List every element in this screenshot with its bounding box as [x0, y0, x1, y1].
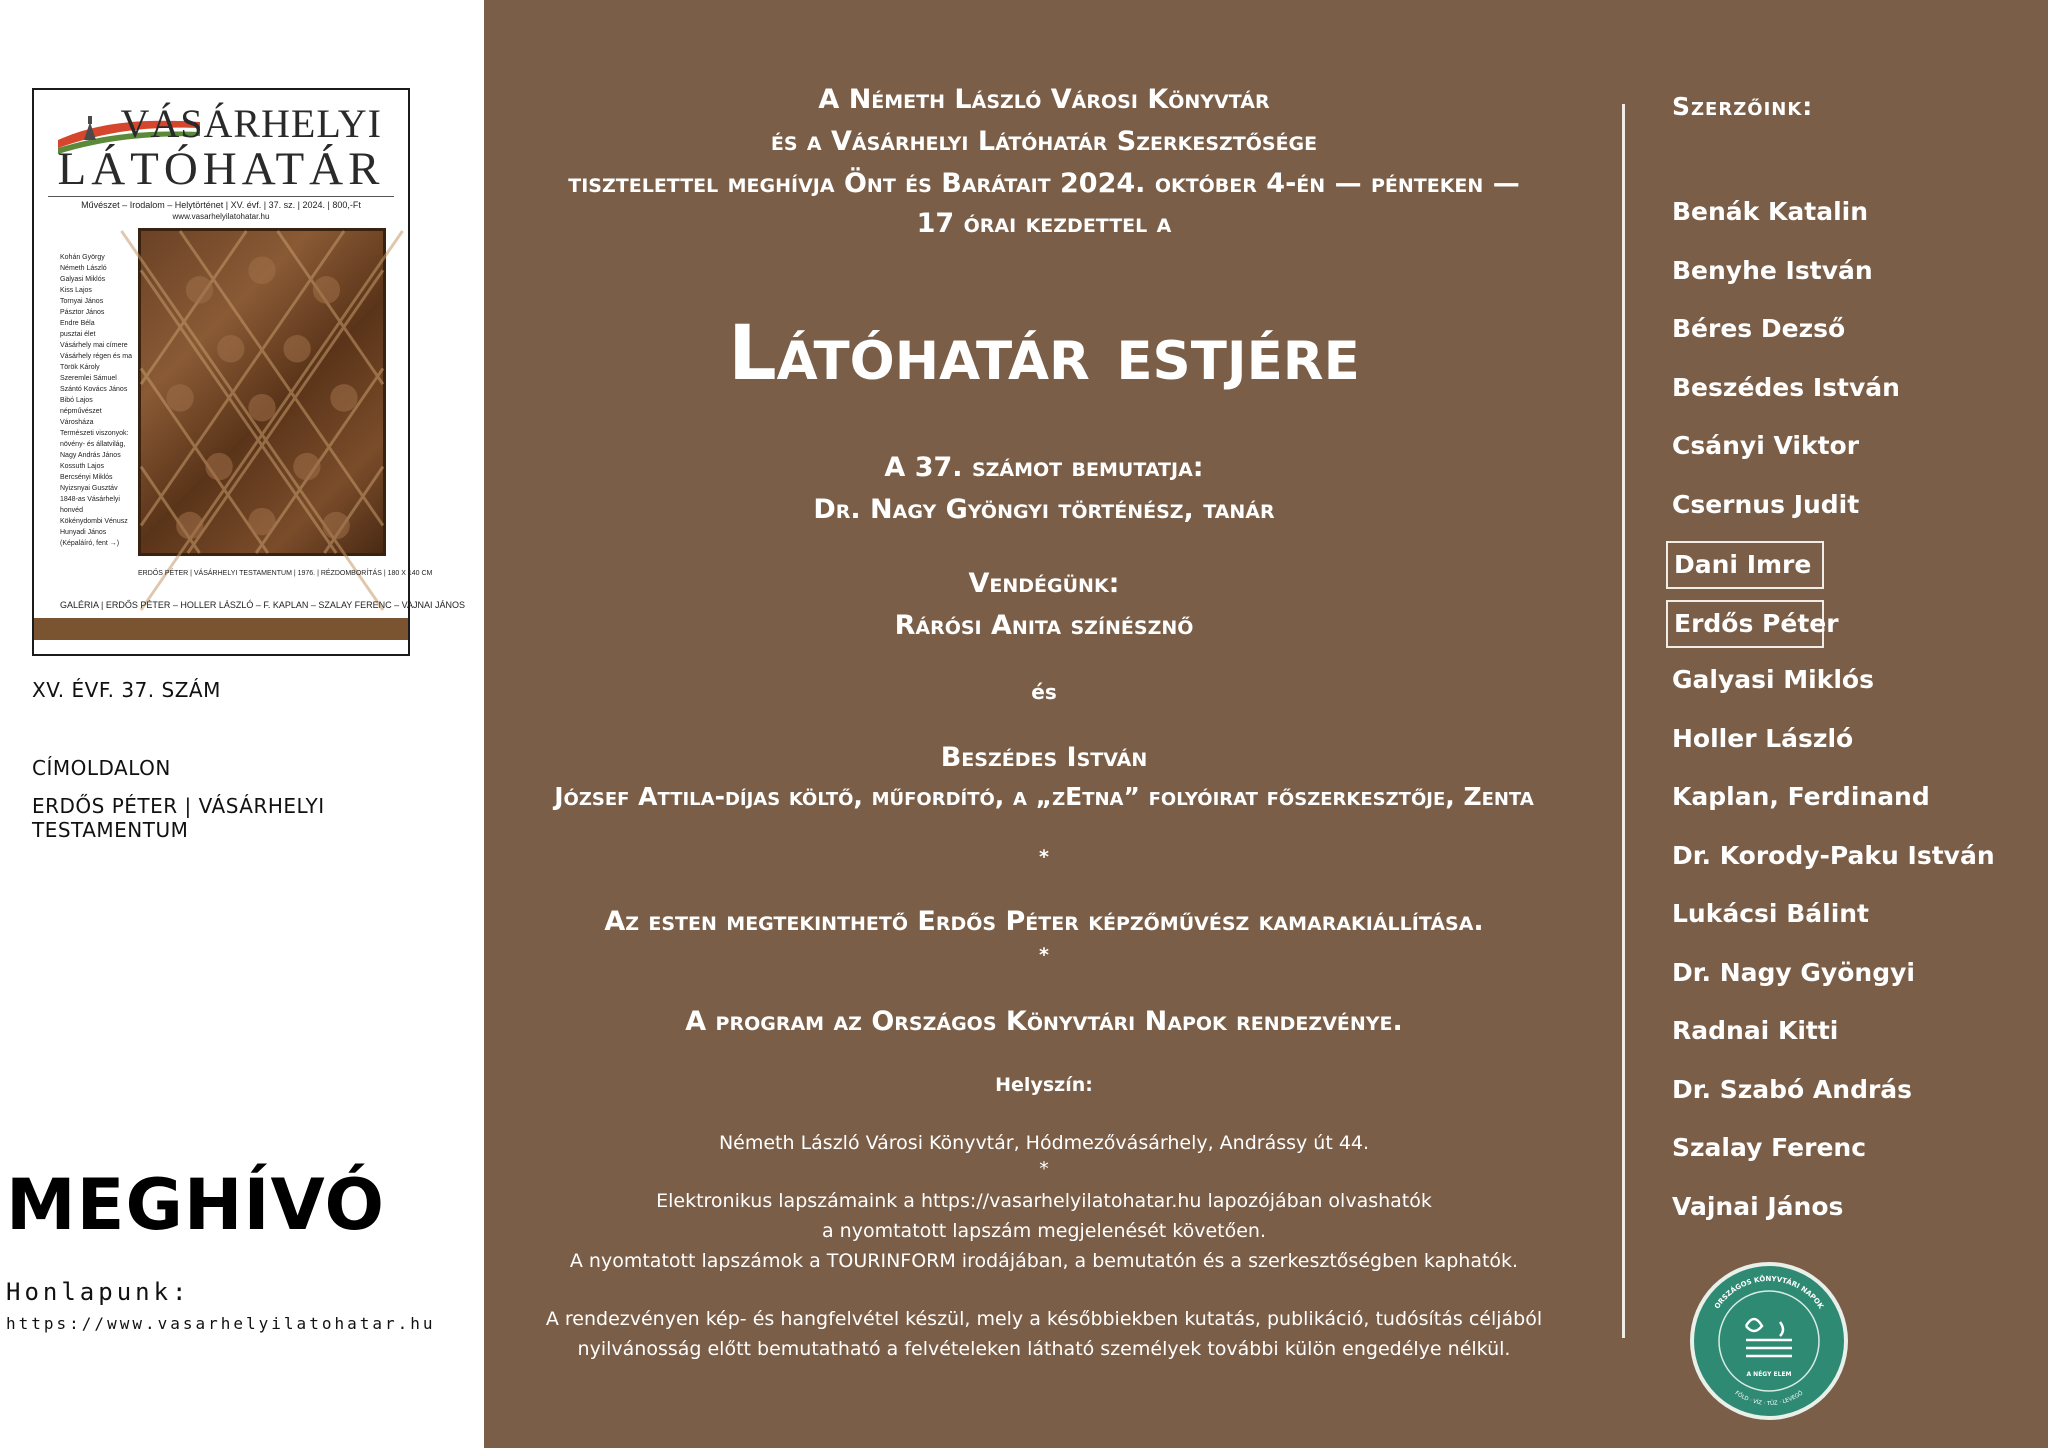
- toc-entry: Hunyadi János: [60, 529, 107, 536]
- cover-footer-bar: [34, 618, 408, 640]
- cover-galeria: GALÉRIA | ERDŐS PÉTER – HOLLER LÁSZLÓ – F. KAPLAN – SZALAY FERENC – VAJNAI JÁNOS: [60, 600, 465, 610]
- toc-entry: Endre Béla: [60, 320, 95, 327]
- cover-info-line: Művészet – Irodalom – Helytörténet | XV. évf. | 37. sz. | 2024. | 800,-Ft: [81, 200, 361, 210]
- and-text: és: [1031, 680, 1057, 704]
- toc-entry: Városháza: [60, 419, 94, 426]
- author-name: Béres Dezső: [1672, 314, 1846, 343]
- author-name: Beszédes István: [1672, 372, 1900, 402]
- author-name: Benák Katalin: [1672, 197, 1869, 226]
- author-name: Szalay Ferenc: [1672, 1133, 1867, 1162]
- cover-caption: ERDŐS PÉTER | VÁSÁRHELYI TESTAMENTUM | 1976. | RÉZDOMBORÍTÁS | 180 X 140 CM: [138, 570, 433, 577]
- badge-theme: A NÉGY ELEM: [1746, 1371, 1792, 1378]
- author-name: Dr. Nagy Gyöngyi: [1672, 957, 1915, 987]
- intro-line-3: tisztelettel meghívja Önt és Barátait 2024. október 4-én — pénteken —: [568, 168, 1520, 199]
- toc-entry: Bibó Lajos: [60, 397, 93, 404]
- author-name: Benyhe István: [1672, 255, 1873, 285]
- presenter-name: Dr. Nagy Gyöngyi történész, tanár: [813, 494, 1275, 525]
- masthead-line-2: LÁTÓHATÁR: [57, 143, 385, 195]
- intro-line-2: és a Vásárhelyi Látóhatár Szerkesztősége: [770, 126, 1318, 157]
- homepage-link[interactable]: https://www.vasarhelyilatohatar.hu: [6, 1314, 436, 1333]
- toc-entry: (Képaláíró, fent →): [60, 540, 120, 547]
- presenter-label: A 37. számot bemutatja:: [884, 452, 1204, 483]
- toc-entry: Természeti viszonyok:: [60, 430, 129, 437]
- online-note-1: Elektronikus lapszámaink a https://vasarhelyilatohatar.hu lapozójában olvashatók: [656, 1190, 1432, 1212]
- library-days-badge: [1688, 1260, 1850, 1422]
- separator-star-3: *: [1039, 1158, 1049, 1180]
- toc-entry: Kiss Lajos: [60, 287, 92, 294]
- author-name: Dani Imre: [1666, 541, 1824, 589]
- separator-star-2: *: [1039, 944, 1049, 966]
- toc-entry: Kökénydombi Vénusz: [60, 518, 128, 525]
- cover-label: CÍMOLDALON: [32, 756, 171, 780]
- issue-number: XV. ÉVF. 37. SZÁM: [32, 678, 221, 702]
- toc-entry: Tornyai János: [60, 298, 104, 305]
- author-name: Erdős Péter: [1666, 600, 1824, 648]
- author-name: Vajnai János: [1672, 1191, 1844, 1221]
- program-note: A program az Országos Könyvtári Napok rendezvénye.: [685, 1006, 1403, 1037]
- exhibition-note: Az esten megtekinthető Erdős Péter képzőművész kamarakiállítása.: [604, 906, 1484, 937]
- toc-entry: Vásárhely mai címere: [60, 342, 128, 349]
- toc-entry: Galyasi Miklós: [60, 276, 106, 283]
- masthead-rule: [48, 196, 394, 197]
- venue-address: Németh László Városi Könyvtár, Hódmezővásárhely, Andrássy út 44.: [718, 1132, 1370, 1154]
- author-name: Kaplan, Ferdinand: [1672, 782, 1930, 811]
- author-name: Csernus Judit: [1672, 489, 1860, 519]
- cover-url: www.vasarhelyilatohatar.hu: [172, 212, 270, 221]
- author-name: Radnai Kitti: [1672, 1016, 1839, 1045]
- toc-entry: pusztai élet: [60, 331, 96, 338]
- guest-label: Vendégünk:: [968, 568, 1120, 599]
- guest-1: Rárósi Anita színésznő: [894, 610, 1194, 641]
- event-title: Látóhatár estjére: [728, 308, 1360, 397]
- intro-line-4: 17 órai kezdettel a: [916, 208, 1172, 239]
- author-name: Csányi Viktor: [1672, 431, 1860, 460]
- homepage-label: Honlapunk:: [6, 1278, 191, 1306]
- separator-star-1: *: [1039, 846, 1049, 868]
- guest-2: Beszédes István: [940, 742, 1148, 773]
- invitation-heading: MEGHÍVÓ: [6, 1164, 386, 1246]
- cover-relief-artwork: [138, 228, 386, 556]
- authors-heading: Szerzőink:: [1672, 92, 1814, 121]
- toc-entry: Pásztor János: [60, 309, 105, 316]
- venue-label: Helyszín:: [995, 1074, 1093, 1096]
- badge-top-text: ORSZÁGOS KÖNYVTÁRI NAPOK: [1713, 1274, 1825, 1311]
- toc-entry: Szeremlei Sámuel: [60, 375, 117, 382]
- guest-2-description: József Attila-díjas költő, műfordító, a „zEtna” folyóirat főszerkesztője, Zenta: [554, 782, 1534, 811]
- toc-entry: 1848-as Vásárhelyi: [60, 496, 120, 503]
- author-name: Holler László: [1672, 723, 1854, 753]
- masthead-line-1: VÁSÁRHELYI: [120, 101, 382, 146]
- toc-entry: Nyizsnyai Gusztáv: [60, 485, 118, 492]
- toc-entry: Szántó Kovács János: [60, 386, 128, 393]
- toc-entry: Nagy András János: [60, 452, 121, 459]
- toc-entry: Vásárhely régen és ma: [60, 353, 132, 360]
- print-note: A nyomtatott lapszámok a TOURINFORM irodájában, a bemutatón és a szerkesztőségben kaphatók.: [569, 1250, 1519, 1272]
- invitation-panel: [484, 0, 2048, 1448]
- vertical-divider: [1622, 104, 1625, 1338]
- author-name: Lukácsi Bálint: [1672, 899, 1870, 928]
- author-name: Dr. Korody-Paku István: [1672, 840, 1995, 870]
- toc-entry: honvéd: [60, 507, 83, 514]
- cover-work: ERDŐS PÉTER | VÁSÁRHELYI TESTAMENTUM: [32, 794, 325, 842]
- toc-entry: népművészet: [60, 408, 102, 415]
- toc-entry: növény- és állatvilág,: [60, 441, 126, 448]
- author-name: Galyasi Miklós: [1672, 665, 1874, 694]
- toc-entry: Kossuth Lajos: [60, 463, 104, 470]
- author-name: Dr. Szabó András: [1672, 1074, 1913, 1104]
- toc-entry: Török Károly: [60, 364, 100, 371]
- toc-entry: Bercsényi Miklós: [60, 474, 113, 481]
- toc-entry: Kohán György: [60, 254, 105, 261]
- left-column: [0, 0, 484, 1448]
- badge-elements-text: FÖLD · VÍZ · TŰZ · LEVEGŐ: [1733, 1390, 1805, 1408]
- online-note-2: a nyomtatott lapszám megjelenését követően.: [822, 1220, 1266, 1242]
- magazine-cover: [32, 88, 465, 656]
- toc-entry: Németh László: [60, 265, 107, 272]
- recording-note-2: nyilvánosság előtt bemutatható a felvételeken látható személyek további külön engedélye nélkül.: [577, 1338, 1511, 1360]
- intro-line-1: A Németh László Városi Könyvtár: [818, 84, 1270, 115]
- recording-note-1: A rendezvényen kép- és hangfelvétel készül, mely a későbbiekben kutatás, publikáció, tudósítás céljából: [545, 1308, 1543, 1330]
